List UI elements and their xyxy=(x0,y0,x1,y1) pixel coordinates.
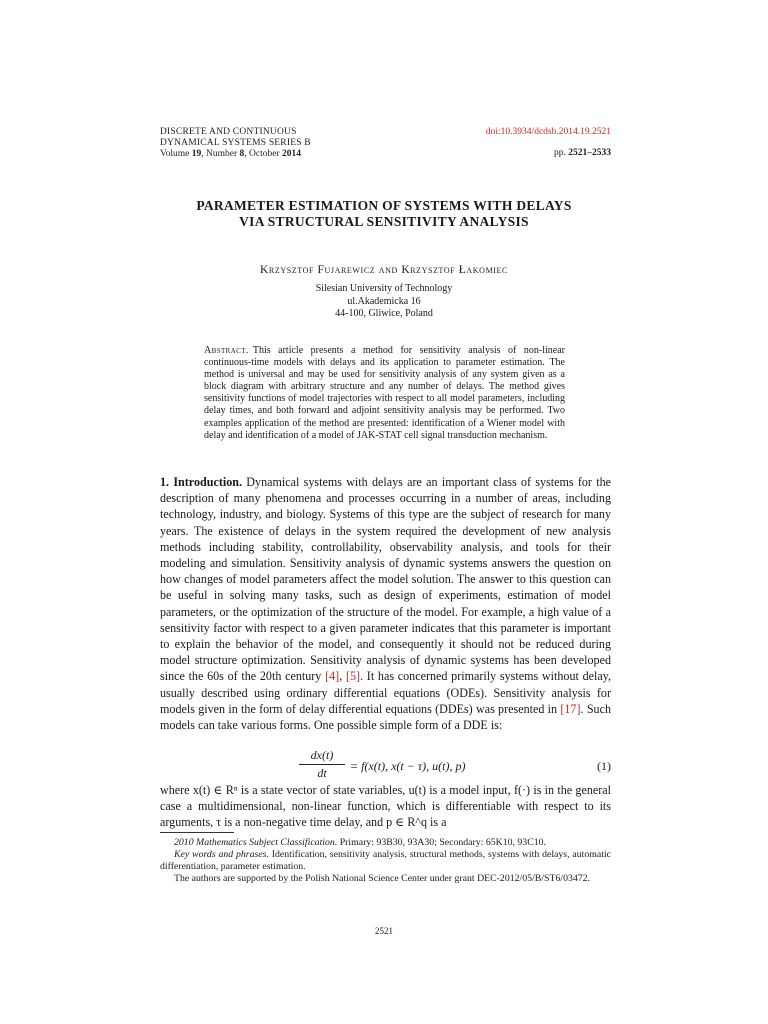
doi-header xyxy=(486,127,611,159)
affiliation-line1: Silesian University of Technology xyxy=(315,283,453,294)
msc-text: Primary: 93B30, 93A30; Secondary: 65K10, 93C10. xyxy=(337,837,546,848)
page-number: 2521 xyxy=(375,926,393,936)
journal-name-line1: DISCRETE AND CONTINUOUS xyxy=(160,127,297,137)
authors: Krzysztof Fujarewicz and Krzysztof Łakomiec xyxy=(260,264,508,276)
date-prefix: , October xyxy=(244,149,283,159)
number-prefix: , Number xyxy=(201,149,240,159)
title-line2: VIA STRUCTURAL SENSITIVITY ANALYSIS xyxy=(239,214,529,229)
affiliation-line3: 44-100, Gliwice, Poland xyxy=(335,308,433,319)
volume-prefix: Volume xyxy=(160,149,192,159)
title-line1: PARAMETER ESTIMATION OF SYSTEMS WITH DELAYS xyxy=(196,198,572,213)
citation-link[interactable]: [17] xyxy=(560,701,581,716)
volume-info xyxy=(160,149,311,160)
footnote-rule xyxy=(160,832,234,833)
citation-separator: , xyxy=(339,669,346,684)
equation-1 xyxy=(160,748,611,786)
intro-text-part3: . Such models can take various forms. One possible simple form of a DDE is: xyxy=(160,701,612,733)
keywords-text: Identification, sensitivity analysis, structural methods, systems with delays, automatic differentiation, parameter estimation. xyxy=(160,849,611,872)
intro-text-part2: . It has concerned primarily systems without delay, usually described using ordinary differential equations (ODEs). Sensitivity analysis for models given in the form of delay differential equations (DDEs) was presented in xyxy=(160,669,612,716)
fraction-denominator: dt xyxy=(317,766,327,780)
citation-link[interactable]: [4] xyxy=(325,669,340,684)
abstract-text: This article presents a method for sensitivity analysis of non-linear continuous-time models with delays and its application to parameter estimation. The method is universal and may be used for sensitivity analysis of any system given as a block diagram with arbitrary structure and any number of delays. The method gives sensitivity functions of model trajectories with respect to all model parameters, including delay times, and both forward and adjoint sensitivity analysis may be performed. Two examples application of the method are presented: identification of a Wiener model with delay and identification of a model of JAK-STAT cell signal transduction mechanism. xyxy=(204,345,565,441)
msc-label: 2010 Mathematics Subject Classification. xyxy=(174,837,338,848)
affiliation xyxy=(140,283,628,321)
fraction-numerator: dx(t) xyxy=(299,748,345,765)
paper-title xyxy=(140,198,628,230)
equation-number: (1) xyxy=(597,759,611,773)
journal-name-line2: DYNAMICAL SYSTEMS SERIES B xyxy=(160,138,311,148)
footnotes xyxy=(160,837,611,885)
equation-rhs: = f(x(t), x(t − τ), u(t), p) xyxy=(350,759,466,773)
derivative-fraction xyxy=(299,748,345,781)
affiliation-line2: ul.Akademicka 16 xyxy=(347,295,421,307)
abstract xyxy=(204,345,565,442)
footnote-support: The authors are supported by the Polish National Science Center under grant DEC-2012/05/B/ST6/03472. xyxy=(174,873,591,884)
intro-text-part1: Dynamical systems with delays are an important class of systems for the description of many phenomena and processes occurring in a number of areas, including technology, industry, and biology. Systems of this type are the subject of research for many years. The existence of delays in the system required the development of new analysis methods including stability, controllability, observability analysis, and tools for their modeling and simulation. Sensitivity analysis of dynamic systems answers the question on how changes of model parameters affect the model solution. The answer to this question can be useful in solving many tasks, such as design of experiments, estimation of model parameters, or the optimization of the structure of the model. For example, a high value of a sensitivity factor with respect to a given parameter indicates that this parameter is important to explain the behavior of the model, and consequently it should not be reduced during model structure optimization. Sensitivity analysis of dynamic systems has been developed since the 60s of the 20th century xyxy=(160,475,611,684)
year: 2014 xyxy=(282,149,302,159)
footnote-keywords xyxy=(160,849,611,873)
doi-link[interactable]: doi:10.3934/dcdsb.2014.19.2521 xyxy=(485,127,611,137)
page-range xyxy=(486,148,611,159)
abstract-label: Abstract. xyxy=(204,345,249,356)
issue-number: 8 xyxy=(239,149,245,159)
journal-header xyxy=(160,127,311,160)
footnote-msc xyxy=(160,837,611,849)
volume-number: 19 xyxy=(191,149,202,159)
keywords-label: Key words and phrases. xyxy=(174,849,269,860)
pages-value: 2521–2533 xyxy=(568,148,611,158)
post-equation-text: where x(t) ∈ Rⁿ is a state vector of state variables, u(t) is a model input, f(·) is in the general case a multidimensional, non-linear function, which is differentiable with respect to its arguments, τ is a non-negative time delay, and p ∈ R^q is a xyxy=(160,783,611,830)
introduction-section xyxy=(160,474,611,733)
section-heading: 1. Introduction. xyxy=(160,475,243,489)
pages-prefix: pp. xyxy=(554,148,569,158)
citation-link[interactable]: [5] xyxy=(345,669,361,684)
